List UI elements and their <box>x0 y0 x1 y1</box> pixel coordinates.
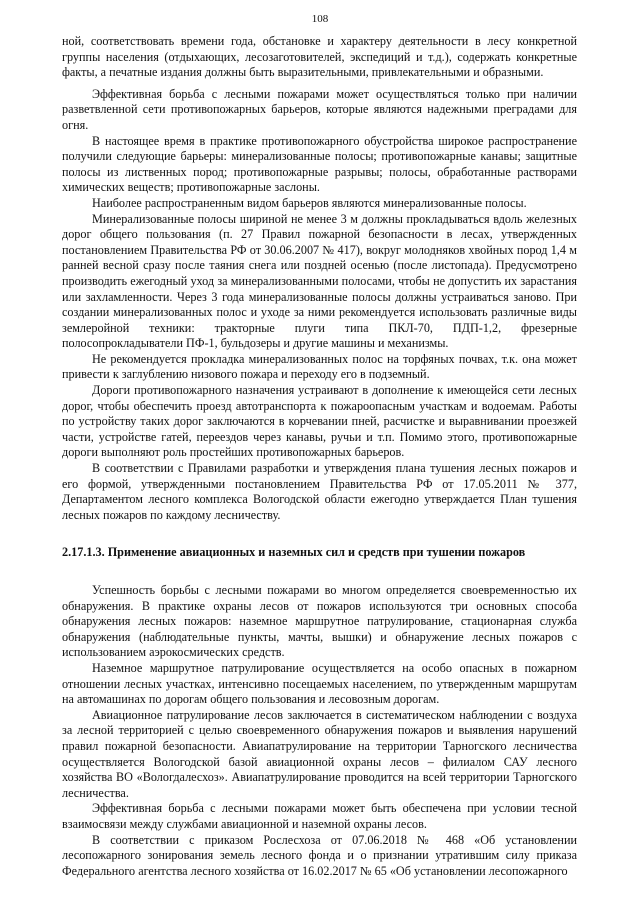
page-number: 108 <box>311 13 329 25</box>
paragraph: Минерализованные полосы шириной не менее 3 м должны прокладываться вдоль железных дорог общего пользования (п. 27 Правил пожарной безопасности в лесах, утвержденных постановлением Правительства РФ от 30.06.2007 № 417), вокруг молодняков хвойных пород 1,4 м ранней весной сразу после таяния снега или поздней осенью (после листопада). Предусмотрено производить ежегодный уход за минерализованными полосами, чтобы не допустить их зарастания или захламленности. Через 3 года минерализованные полосы должны устраиваться заново. При создании минерализованных полос и уходе за ними рекомендуется использовать различные виды землеройной техники: тракторные плуги типа ПКЛ-70, ПДП-1,2, фрезерные полосопрокладыватели ПФ-1, бульдозеры и другие машины и механизмы. <box>62 211 577 351</box>
paragraph: Наиболее распространенным видом барьеров являются минерализованные полосы. <box>92 195 527 210</box>
paragraph: Успешность борьбы с лесными пожарами во многом определяется своевременностью их обнаружения. В практике охраны лесов от пожаров используются три основных способа обнаружения лесных пожаров: наземное маршрутное патрулирование, стационарная служба обнаружения (наблюдательные пункты, мачты, вышки) и обнаружение лесных пожаров с использованием аэрокосмических средств. <box>62 583 577 660</box>
paragraph: Авиационное патрулирование лесов заключается в систематическом наблюдении с воздуха за лесной территорией с целью своевременного обнаружения пожаров и выявления нарушений правил пожарной безопасности. Авиапатрулирование на территории Тарногского лесничества осуществляется Вологодской базой авиационной охраны лесов – филиалом САУ лесного хозяйства ВО «Вологдалесхоз». Авиапатрулирование проводится на всей территории Тарногского лесничества. <box>62 707 577 800</box>
section-heading: 2.17.1.3. Применение авиационных и наземных сил и средств при тушении пожаров <box>62 545 526 560</box>
paragraph: Эффективная борьба с лесными пожарами может быть обеспечена при условии тесной взаимосвязи между службами авиационной и наземной охраны лесов. <box>62 801 577 831</box>
paragraph: В соответствии с приказом Рослесхоза от 07.06.2018 № 468 «Об установлении лесопожарного зонирования земель лесного фонда и о признании утратившим силу приказа Федерального агентства лесного хозяйства от 16.02.2017 № 65 «Об установлении лесопожарного <box>62 832 577 878</box>
paragraph: Эффективная борьба с лесными пожарами может осуществляться только при наличии разветвленной сети противопожарных барьеров, которые являются надежными преградами для огня. <box>62 86 577 132</box>
paragraph: В настоящее время в практике противопожарного обустройства широкое распространение получили следующие барьеры: минерализованные полосы; противопожарные канавы; защитные полосы из лиственных пород; противопожарные разрывы; полосы, обработанные растворами химических веществ; противопожарные заслоны. <box>62 133 577 195</box>
paragraph: Не рекомендуется прокладка минерализованных полос на торфяных почвах, т.к. она может привести к заглублению низового пожара и переходу его в подземный. <box>62 351 577 382</box>
paragraph: ной, соответствовать времени года, обстановке и характеру деятельности в лесу конкретной группы населения (отдыхающих, лесозаготовителей, экспедиций и т.д.), содержать конкретные факты, а печатные издания должны быть выразительными, привлекательными и образными. <box>62 34 577 80</box>
paragraph: В соответствии с Правилами разработки и утверждения плана тушения лесных пожаров и его формой, утвержденными постановлением Правительства РФ от 17.05.2011 № 377, Департаментом лесного комплекса Вологодской области ежегодно утверждается План тушения лесных пожаров по каждому лесничеству. <box>62 461 577 522</box>
paragraph: Наземное маршрутное патрулирование осуществляется на особо опасных в пожарном отношении лесных участках, интенсивно посещаемых населением, по утвержденным маршрутам на автомашинах по дорогам общего пользования и лесовозным дорогам. <box>62 660 577 707</box>
page-body <box>62 34 577 879</box>
paragraph: Дороги противопожарного назначения устраивают в дополнение к имеющейся сети лесных дорог, чтобы обеспечить проезд автотранспорта к пожароопасным участкам и водоемам. Работы по устройству таких дорог заключаются в корчевании пней, расчистке и выравнивании проезжей части, устройстве гатей, переездов через канавы, ручьи и т.п. Помимо этого, противопожарные дороги выполняют роль простейших противопожарных барьеров. <box>62 383 577 460</box>
